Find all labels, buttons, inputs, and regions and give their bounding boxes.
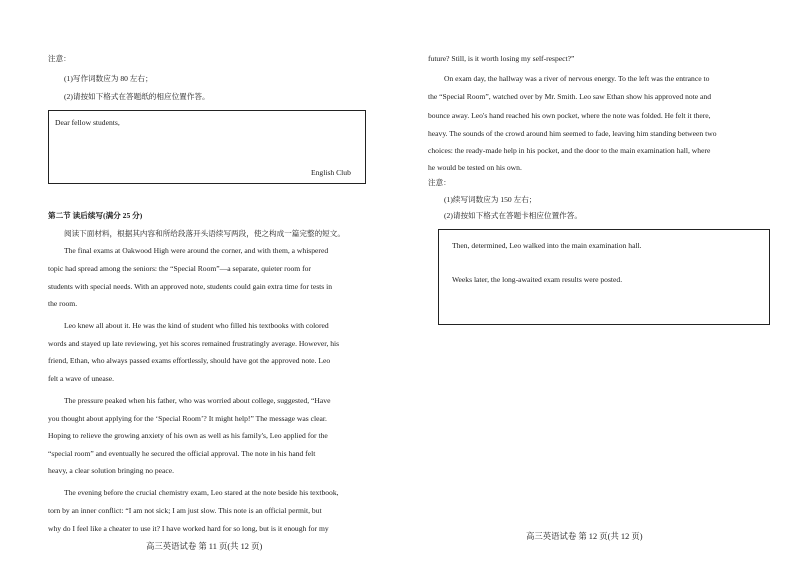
passage-line: you thought about applying for the ‘Special Room’? It might help!” The message was clear. [48,414,327,423]
passage-line: On exam day, the hallway was a river of nervous energy. To the left was the entrance to [444,74,710,83]
passage-line: The final exams at Oakwood High were around the corner, and with them, a whispered [64,246,329,255]
passage-line: Leo knew all about it. He was the kind of student who filled his textbooks with colored [64,321,329,330]
passage-line: The evening before the crucial chemistry exam, Leo stared at the note beside his textbook, [64,488,339,497]
passage-line: heavy, a clear solution bringing no peace. [48,466,175,475]
passage-line: students with special needs. With an approved note, students could gain extra time for tests in [48,282,333,291]
note-item: (2)请按如下格式在答题卡相应位置作答。 [444,211,582,220]
passage-line: he would be tested on his own. [428,163,522,172]
passage-line: The pressure peaked when his father, who was worried about college, suggested, “Have [64,396,331,405]
passage-line: “special room” and eventually he secured the official approval. The note in his hand felt [48,449,316,458]
instructions: 阅读下面材料，根据其内容和所给段落开头语续写两段，使之构成一篇完整的短文。 [64,229,345,238]
passage-line: Hoping to relieve the growing anxiety of his own as well as his family's, Leo applied for the [48,431,328,440]
passage-line: choices: the ready-made help in his pocket, and the door to the main examination hall, where [428,146,711,155]
note-item: (1)续写词数应为 150 左右； [444,195,537,204]
greeting-text: Dear fellow students, [55,118,120,127]
passage-line: the room. [48,299,78,308]
passage-line: heavy. The sounds of the crowd around him seemed to fade, leaving him standing between two [428,129,717,138]
page-footer: 高三英语试卷 第 12 页(共 12 页) [526,532,643,541]
passage-line: future? Still, is it worth losing my self-respect?” [428,54,575,63]
note-item: (1)写作词数应为 80 左右； [64,74,153,83]
section-title: 第二节 读后续写(满分 25 分) [48,211,143,220]
passage-line: felt a wave of unease. [48,374,114,383]
page-footer: 高三英语试卷 第 11 页(共 12 页) [146,542,263,551]
continuation-answer-box [438,229,770,325]
signature-text: English Club [311,168,351,177]
passage-line: friend, Ethan, who always passed exams effortlessly, should have got the approved note. Leo [48,356,331,365]
writing-answer-box [48,110,366,184]
passage-line: why do I feel like a cheater to use it? I have worked hard for so long, but is it enough for my [48,524,329,533]
page-12 [400,0,800,566]
note-item: (2)请按如下格式在答题纸的相应位置作答。 [64,92,210,101]
passage-line: torn by an inner conflict: “I am not sick; I am just slow. This note is an official permit, but [48,506,322,515]
paragraph-2-opening: Weeks later, the long-awaited exam results were posted. [452,275,623,284]
passage-line: the “Special Room”, watched over by Mr. Smith. Leo saw Ethan show his approved note and [428,92,712,101]
notes-heading: 注意： [48,54,71,63]
passage-line: words and stayed up late reviewing, yet his scores remained frustratingly average. However, his [48,339,340,348]
paragraph-1-opening: Then, determined, Leo walked into the main examination hall. [452,241,642,250]
passage-line: bounce away. Leo's hand reached his own pocket, where the note was folded. He felt it there, [428,111,711,120]
notes-heading: 注意： [428,178,451,187]
passage-line: topic had spread among the seniors: the “Special Room”—a separate, quieter room for [48,264,311,273]
